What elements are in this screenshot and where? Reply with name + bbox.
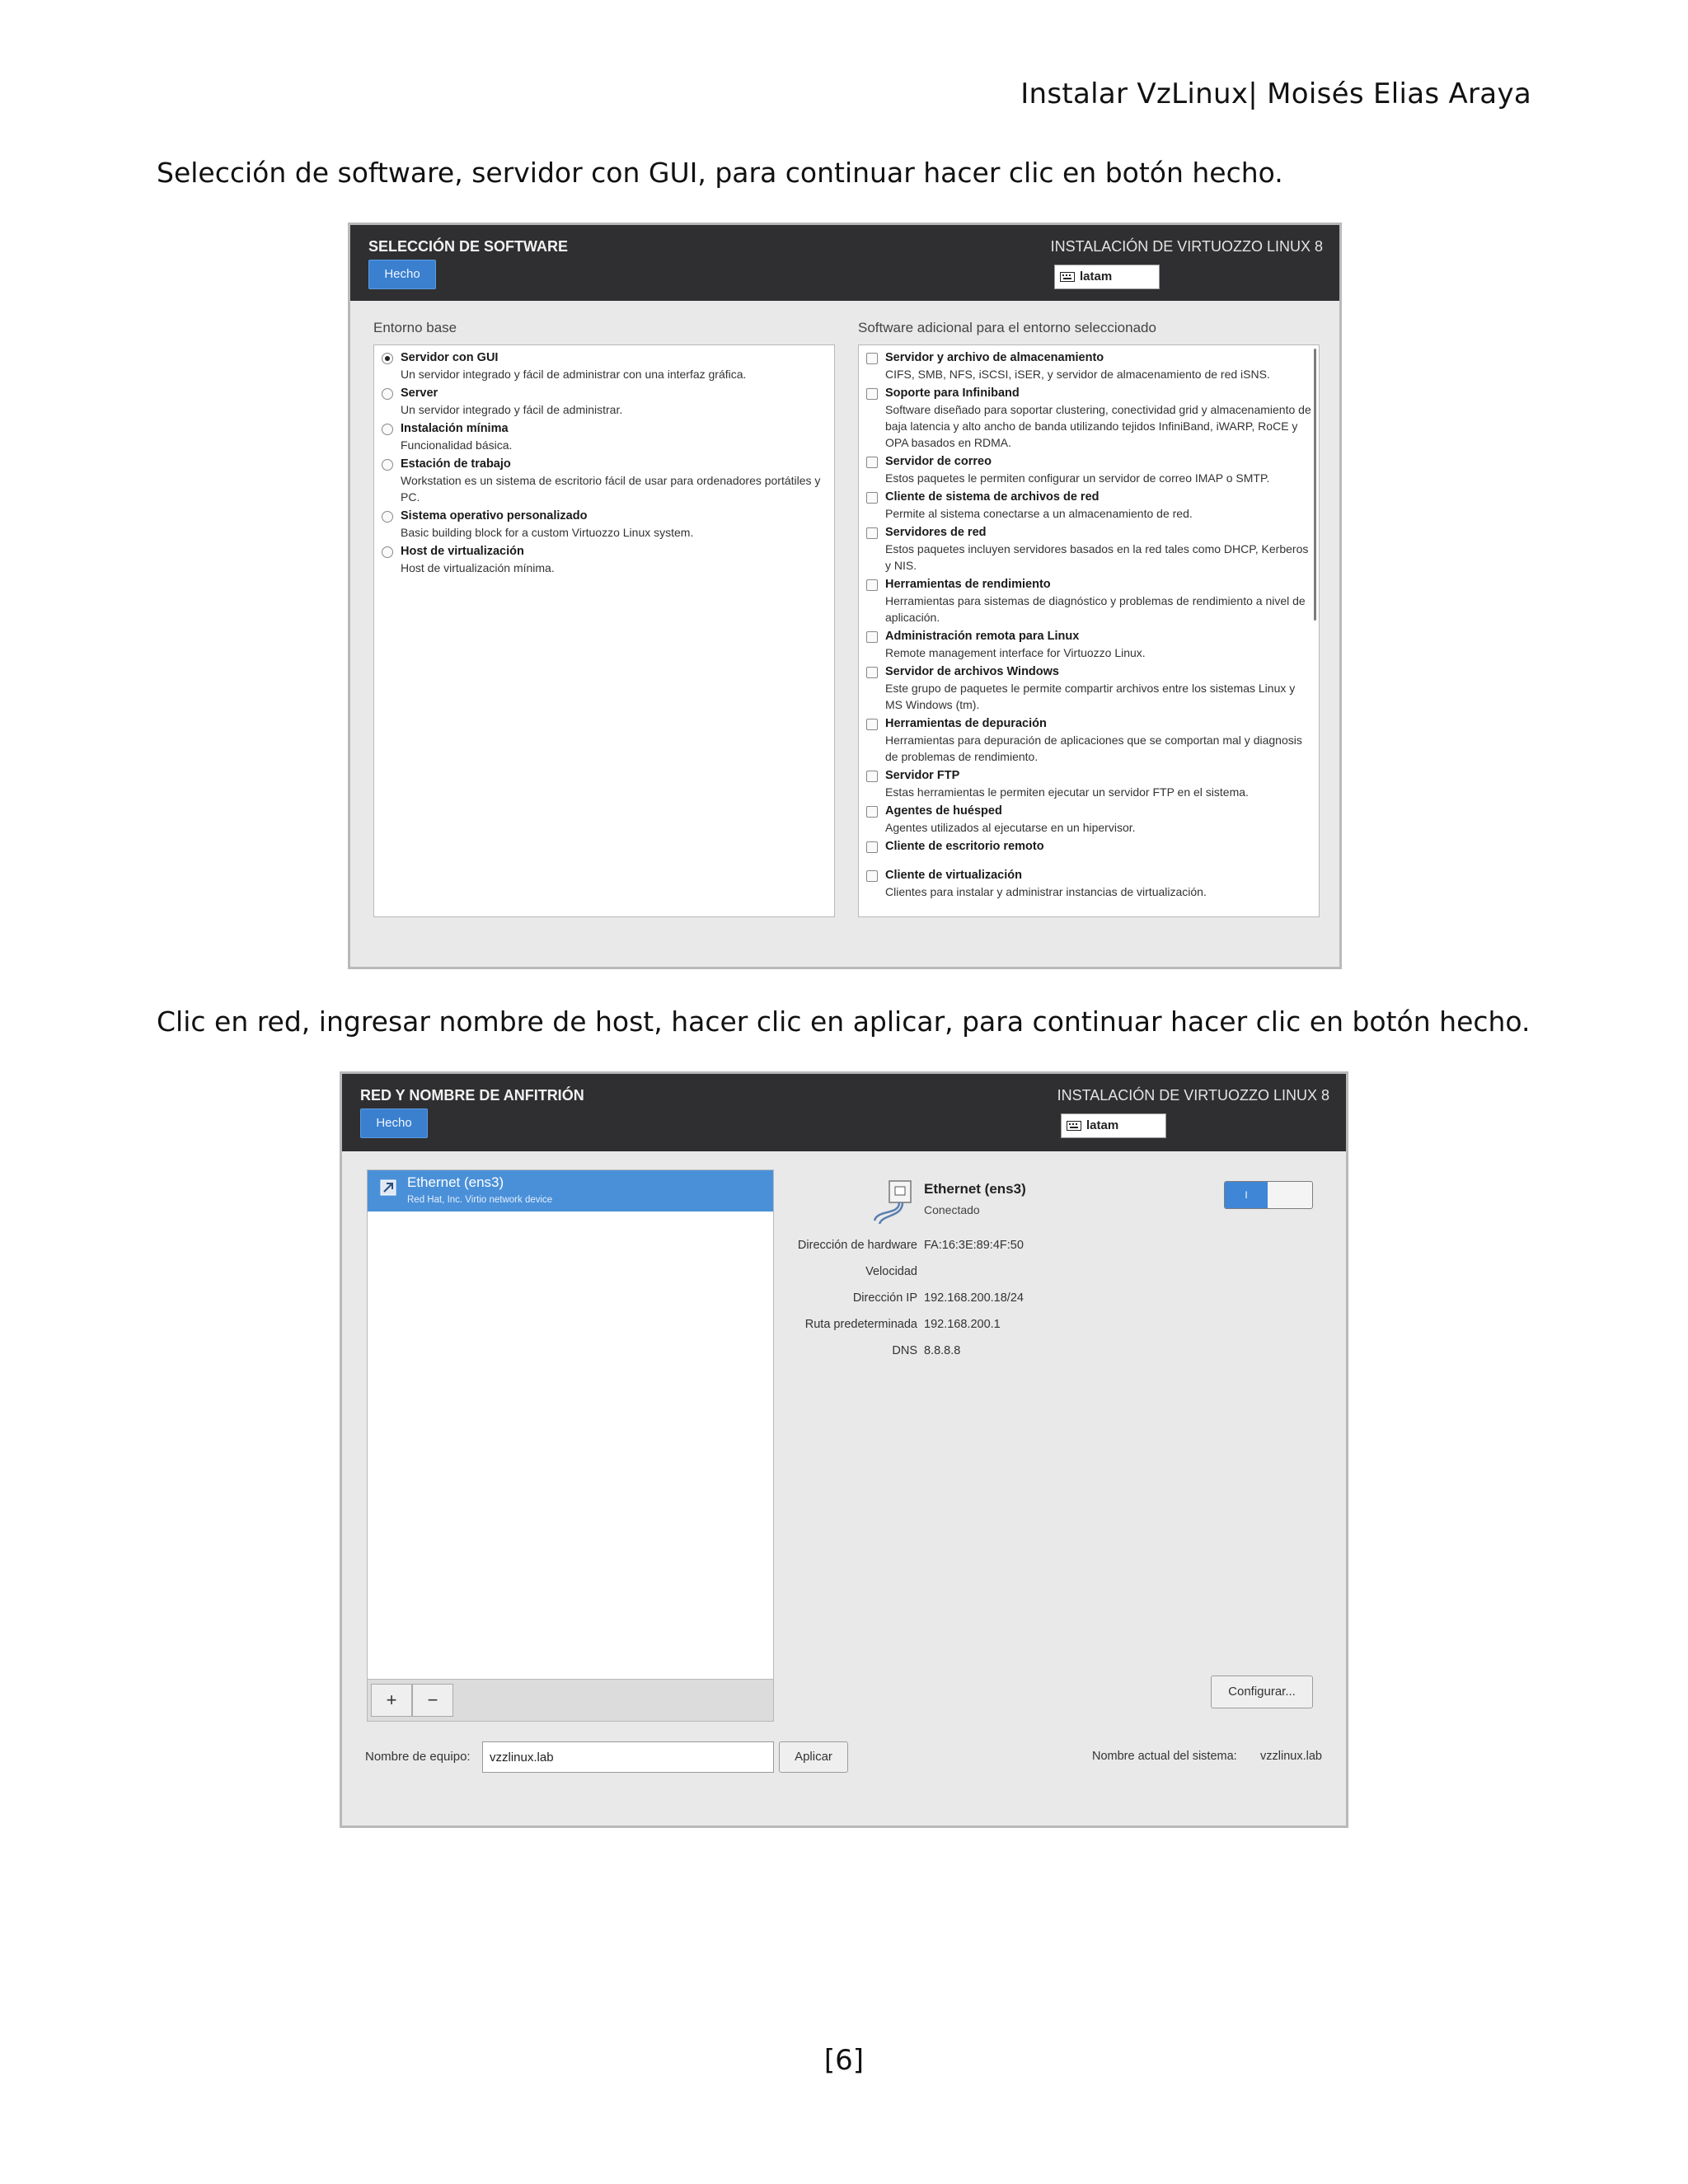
environment-option[interactable] <box>377 457 831 505</box>
ethernet-icon <box>379 1179 399 1198</box>
addon-title: Herramientas de rendimiento <box>885 578 1051 591</box>
addon-title: Soporte para Infiniband <box>885 387 1020 400</box>
network-keyboard-label: latam <box>1086 1118 1119 1132</box>
addon-option[interactable] <box>862 804 1315 836</box>
addon-title: Herramientas de depuración <box>885 717 1047 730</box>
software-keyboard-label: latam <box>1080 269 1113 284</box>
keyboard-icon <box>1067 1121 1081 1131</box>
detail-interface-name: Ethernet (ens3) <box>924 1181 1026 1197</box>
addons-label: Software adicional para el entorno seleccionado <box>858 320 1156 335</box>
addon-option[interactable] <box>862 454 1315 486</box>
addon-title: Servidores de red <box>885 526 987 539</box>
caption-network: Clic en red, ingresar nombre de host, hacer clic en aplicar, para continuar hacer clic en botón hecho. <box>157 1005 1531 1038</box>
addon-option[interactable] <box>862 629 1315 661</box>
environment-title: Host de virtualización <box>401 545 524 558</box>
interface-toggle[interactable] <box>1224 1181 1313 1209</box>
radio-button[interactable] <box>382 388 393 400</box>
software-topbar <box>350 225 1339 301</box>
software-title: SELECCIÓN DE SOFTWARE <box>368 238 569 255</box>
detail-key: DNS <box>892 1344 917 1357</box>
addon-title: Cliente de virtualización <box>885 869 1022 882</box>
addon-option[interactable] <box>862 577 1315 626</box>
addon-description: Software diseñado para soportar clustering, conectividad grid y almacenamiento de baja latencia y alto ancho de banda utilizando tejidos InfiniBand, iWARP, RoCE y OPA basados en RDMA. <box>885 403 1311 449</box>
radio-button[interactable] <box>382 459 393 471</box>
interface-toolbar <box>367 1679 774 1722</box>
checkbox[interactable] <box>866 841 878 853</box>
addon-description: Permite al sistema conectarse a un almacenamiento de red. <box>885 507 1193 520</box>
network-cable-icon <box>870 1178 919 1227</box>
current-hostname-value: vzzlinux.lab <box>1260 1750 1322 1763</box>
environment-title: Sistema operativo personalizado <box>401 509 588 523</box>
detail-key: Dirección de hardware <box>797 1239 917 1252</box>
addon-option[interactable] <box>862 386 1315 451</box>
base-environment-list <box>373 344 835 917</box>
addon-description: Estos paquetes incluyen servidores basados en la red tales como DHCP, Kerberos y NIS. <box>885 542 1309 572</box>
addon-option[interactable] <box>862 716 1315 765</box>
base-environment-label: Entorno base <box>373 320 457 335</box>
checkbox[interactable] <box>866 806 878 818</box>
detail-value: 8.8.8.8 <box>924 1344 961 1357</box>
software-installer-title: INSTALACIÓN DE VIRTUOZZO LINUX 8 <box>1050 238 1323 255</box>
interface-item-ens3[interactable] <box>368 1170 773 1212</box>
addon-title: Servidor de correo <box>885 455 992 468</box>
addons-scrollbar[interactable] <box>1314 349 1316 621</box>
network-topbar <box>342 1074 1346 1151</box>
addon-description: CIFS, SMB, NFS, iSCSI, iSER, y servidor de almacenamiento de red iSNS. <box>885 368 1270 381</box>
environment-option[interactable] <box>377 509 831 541</box>
environment-option[interactable] <box>377 386 831 418</box>
configure-button[interactable]: Configurar... <box>1211 1675 1313 1708</box>
addon-title: Servidor FTP <box>885 769 960 782</box>
addon-title: Administración remota para Linux <box>885 630 1080 643</box>
current-hostname-label: Nombre actual del sistema: <box>1092 1750 1237 1763</box>
hostname-label: Nombre de equipo: <box>365 1750 471 1764</box>
addon-title: Agentes de huésped <box>885 804 1002 818</box>
caption-software: Selección de software, servidor con GUI, para continuar hacer clic en botón hecho. <box>157 157 1283 189</box>
environment-description: Basic building block for a custom Virtuozzo Linux system. <box>401 526 694 539</box>
checkbox[interactable] <box>866 579 878 591</box>
addon-description: Remote management interface for Virtuozzo Linux. <box>885 646 1146 659</box>
page-number: [6] <box>823 2044 865 2077</box>
addon-option[interactable] <box>862 664 1315 713</box>
addon-description: Estas herramientas le permiten ejecutar un servidor FTP en el sistema. <box>885 785 1249 799</box>
addon-option[interactable] <box>862 868 1315 900</box>
checkbox[interactable] <box>866 667 878 678</box>
checkbox[interactable] <box>866 631 878 643</box>
software-done-button[interactable]: Hecho <box>368 260 436 289</box>
detail-value: 192.168.200.1 <box>924 1318 1001 1331</box>
detail-key: Ruta predeterminada <box>804 1318 917 1331</box>
checkbox[interactable] <box>866 719 878 730</box>
detail-key: Velocidad <box>865 1265 917 1278</box>
checkbox[interactable] <box>866 870 878 882</box>
environment-title: Server <box>401 387 438 400</box>
apply-button[interactable]: Aplicar <box>779 1741 848 1773</box>
addon-title: Servidor y archivo de almacenamiento <box>885 351 1104 364</box>
detail-value: FA:16:3E:89:4F:50 <box>924 1239 1024 1252</box>
environment-description: Workstation es un sistema de escritorio fácil de usar para ordenadores portátiles y PC. <box>401 474 821 504</box>
addon-description: Herramientas para depuración de aplicaciones que se comportan mal y diagnosis de problemas de rendimiento. <box>885 733 1302 763</box>
toggle-on-state: I <box>1225 1182 1268 1208</box>
addon-title: Servidor de archivos Windows <box>885 665 1059 678</box>
addon-description: Clientes para instalar y administrar instancias de virtualización. <box>885 885 1207 898</box>
addon-option[interactable] <box>862 839 1315 855</box>
addon-title: Cliente de sistema de archivos de red <box>885 490 1100 504</box>
addons-list <box>858 344 1320 917</box>
software-selection-screen <box>348 223 1342 969</box>
environment-option[interactable] <box>377 421 831 453</box>
addon-option[interactable] <box>862 490 1315 522</box>
checkbox[interactable] <box>866 457 878 468</box>
addon-description: Agentes utilizados al ejecutarse en un hipervisor. <box>885 821 1136 834</box>
environment-title: Estación de trabajo <box>401 457 511 471</box>
checkbox[interactable] <box>866 527 878 539</box>
addon-option[interactable] <box>862 525 1315 574</box>
checkbox[interactable] <box>866 771 878 782</box>
environment-description: Un servidor integrado y fácil de administrar. <box>401 403 623 416</box>
checkbox[interactable] <box>866 388 878 400</box>
network-done-button[interactable]: Hecho <box>360 1108 428 1138</box>
environment-option[interactable] <box>377 544 831 576</box>
radio-button[interactable] <box>382 353 393 364</box>
interface-name: Ethernet (ens3) <box>407 1174 504 1190</box>
network-title: RED Y NOMBRE DE ANFITRIÓN <box>360 1087 584 1104</box>
environment-title: Servidor con GUI <box>401 351 499 364</box>
environment-description: Un servidor integrado y fácil de administrar con una interfaz gráfica. <box>401 368 747 381</box>
addon-description: Herramientas para sistemas de diagnóstico y problemas de rendimiento a nivel de aplicación. <box>885 594 1306 624</box>
document-header: Instalar VzLinux| Moisés Elias Araya <box>1020 77 1531 110</box>
radio-button[interactable] <box>382 511 393 523</box>
environment-description: Funcionalidad básica. <box>401 438 513 452</box>
environment-option[interactable] <box>377 350 831 382</box>
addon-description: Este grupo de paquetes le permite compartir archivos entre los sistemas Linux y MS Windows (tm). <box>885 682 1296 711</box>
addon-description: Estos paquetes le permiten configurar un servidor de correo IMAP o SMTP. <box>885 471 1270 485</box>
network-keyboard-layout[interactable] <box>1061 1113 1166 1138</box>
detail-status: Conectado <box>924 1203 980 1216</box>
environment-title: Instalación mínima <box>401 422 509 435</box>
hostname-input[interactable] <box>482 1741 774 1773</box>
detail-value: 192.168.200.18/24 <box>924 1291 1024 1305</box>
addon-option[interactable] <box>862 350 1315 382</box>
remove-interface-button[interactable]: − <box>412 1684 453 1717</box>
software-keyboard-layout[interactable] <box>1054 265 1160 289</box>
interface-list <box>367 1169 774 1680</box>
add-interface-button[interactable]: + <box>371 1684 412 1717</box>
radio-button[interactable] <box>382 546 393 558</box>
addon-title: Cliente de escritorio remoto <box>885 840 1044 853</box>
checkbox[interactable] <box>866 492 878 504</box>
interface-subtitle: Red Hat, Inc. Virtio network device <box>407 1195 553 1205</box>
network-installer-title: INSTALACIÓN DE VIRTUOZZO LINUX 8 <box>1057 1087 1329 1104</box>
keyboard-icon <box>1060 272 1075 282</box>
environment-description: Host de virtualización mínima. <box>401 561 555 574</box>
detail-key: Dirección IP <box>852 1291 917 1305</box>
addon-option[interactable] <box>862 768 1315 800</box>
checkbox[interactable] <box>866 353 878 364</box>
radio-button[interactable] <box>382 424 393 435</box>
network-screen <box>340 1071 1348 1828</box>
